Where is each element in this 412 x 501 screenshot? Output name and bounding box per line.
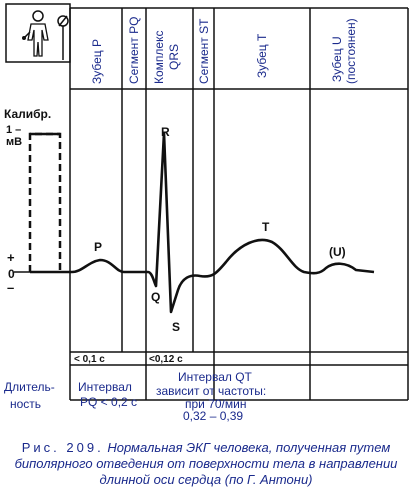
column-label-t-wave: Зубец T	[255, 33, 269, 78]
column-label-pq-segment: Сегмент PQ	[127, 16, 141, 84]
bottom-row-label-line2: ность	[10, 397, 42, 411]
qt-interval-line1: Интервал QT	[178, 370, 252, 384]
bottom-row-label-line1: Длитель-	[4, 380, 55, 394]
pq-interval-line2: PQ < 0,2 с	[80, 395, 138, 409]
ecg-trace	[30, 133, 374, 312]
electrode-circle-icon	[58, 16, 68, 60]
calibration-unit: мВ	[6, 136, 23, 148]
calibration-minus: –	[7, 280, 15, 295]
calibration-label: Калибр.	[4, 107, 52, 121]
qt-interval-line4: 0,32 – 0,39	[183, 409, 244, 423]
calibration-one-mv: 1 –	[6, 124, 22, 136]
column-label-u-wave-line1: Зубец U	[330, 36, 344, 82]
column-label-u-wave-line2: (постоянен)	[344, 18, 358, 84]
duration-row	[70, 352, 408, 365]
qt-interval-line3: при 70/мин	[185, 397, 247, 411]
calibration-plus: +	[7, 250, 15, 265]
figure-caption	[6, 440, 406, 488]
pq-interval-line1: Интервал	[78, 380, 132, 394]
column-label-p-wave: Зубец P	[90, 38, 104, 84]
wave-label-r: R	[161, 125, 170, 139]
calibration	[4, 107, 60, 295]
figure-caption-text: Нормальная ЭКГ человека, полученная путем биполярного отведения от поверхности тела в направлении длинной оси сердца (по Г. Антони)	[14, 440, 398, 487]
duration-table	[4, 370, 408, 423]
human-figure-icon	[6, 4, 70, 62]
duration-p: < 0,1 с	[74, 354, 105, 365]
column-label-qrs-complex-line1: Комплекс	[152, 30, 166, 84]
duration-qrs: <0,12 с	[149, 354, 183, 365]
calibration-zero: 0	[8, 267, 15, 281]
figure-number: Рис. 209.	[21, 440, 104, 455]
qt-interval-line2: зависит от частоты:	[156, 384, 267, 398]
column-label-qrs-complex-line2: QRS	[167, 43, 181, 70]
wave-label-p: P	[94, 240, 103, 254]
wave-label-q: Q	[151, 290, 161, 304]
column-label-st-segment: Сегмент ST	[197, 18, 211, 84]
wave-label-s: S	[172, 320, 181, 334]
wave-label-u: (U)	[329, 245, 346, 259]
wave-label-t: T	[262, 220, 270, 234]
